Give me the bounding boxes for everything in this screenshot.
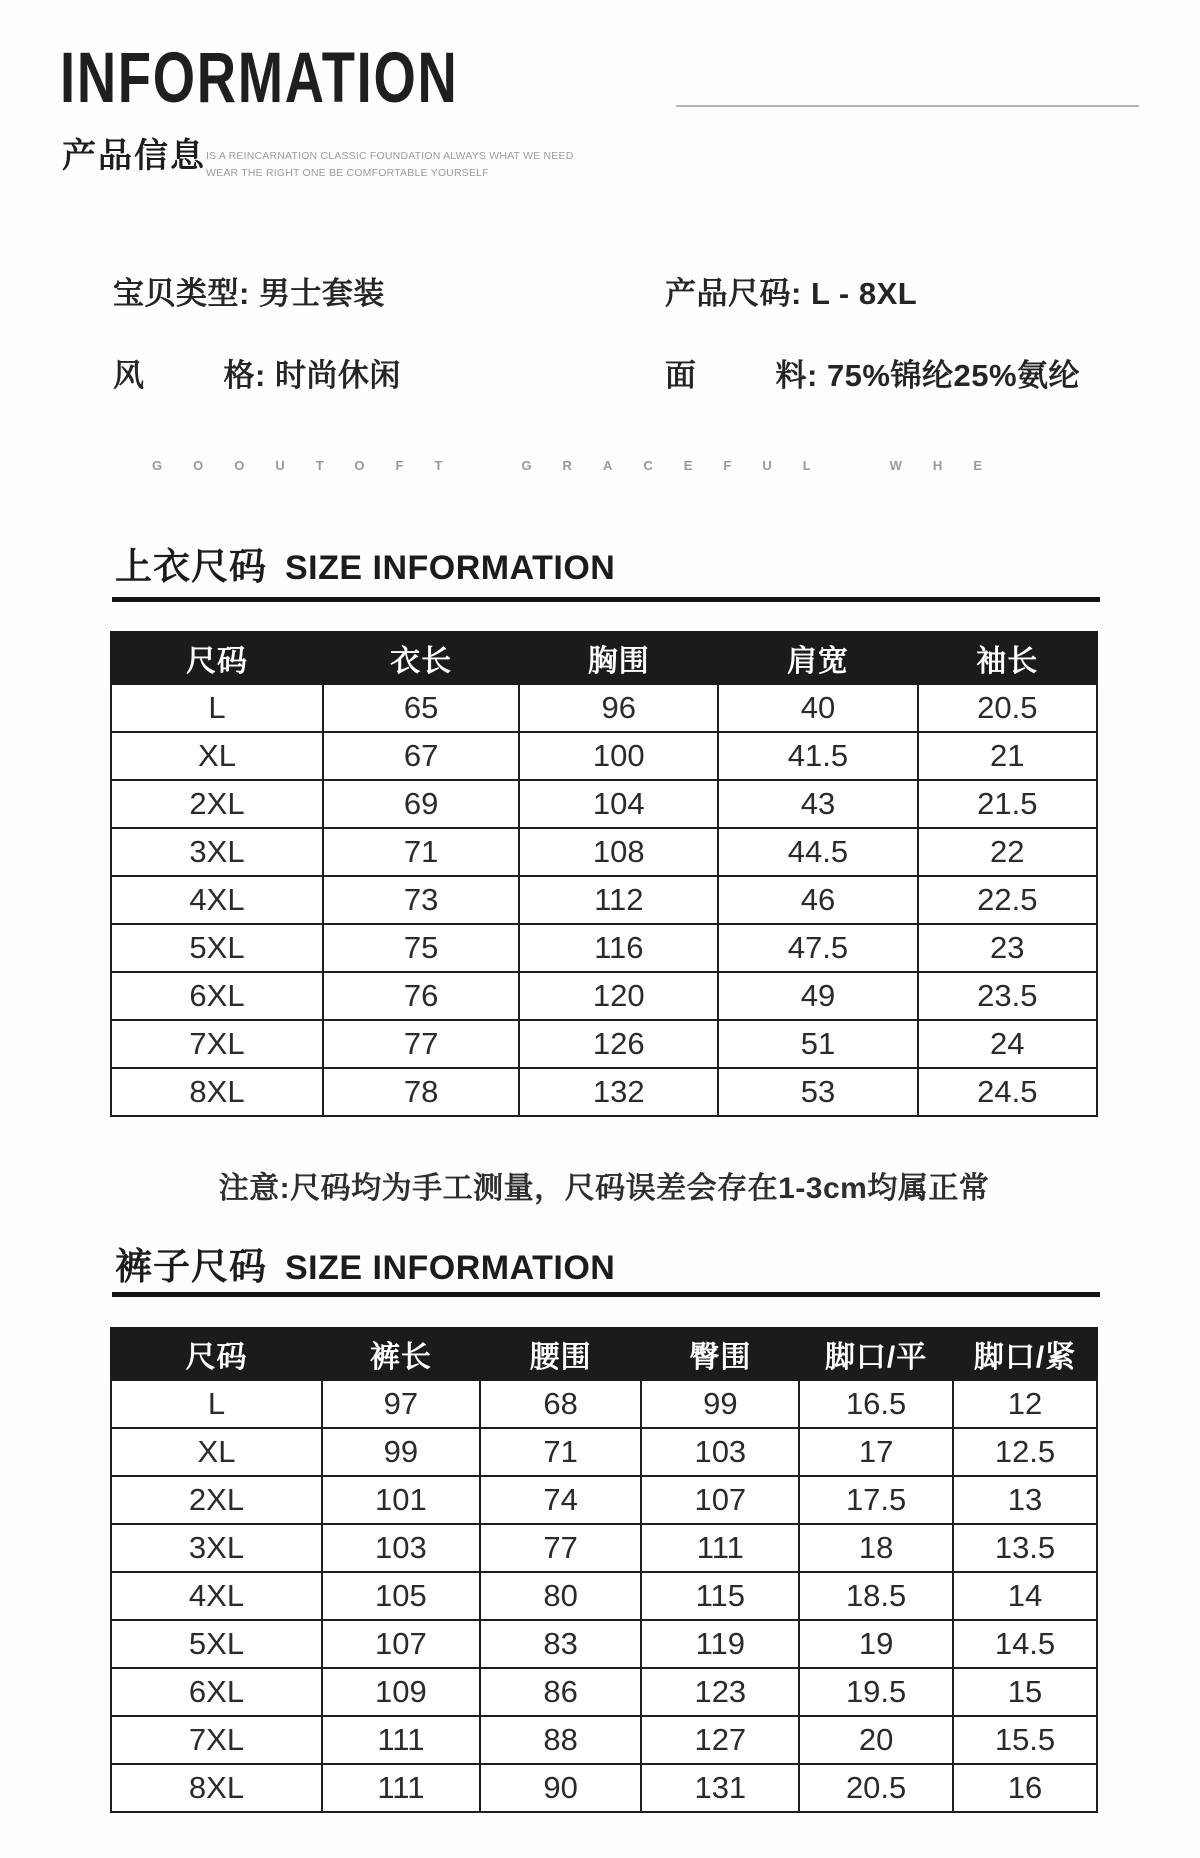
measurement-cell: 131 — [641, 1764, 799, 1812]
attribute-product-type — [113, 268, 385, 313]
measurement-cell: 22.5 — [918, 876, 1097, 924]
measurement-cell: 20.5 — [799, 1764, 953, 1812]
tops-size-table — [110, 631, 1098, 1117]
table-row — [111, 1620, 1097, 1668]
measurement-cell: 22 — [918, 828, 1097, 876]
measurement-cell: 77 — [323, 1020, 519, 1068]
measurement-cell: 67 — [323, 732, 519, 780]
measurement-cell: 77 — [480, 1524, 642, 1572]
measurement-cell: 47.5 — [718, 924, 917, 972]
measurement-cell: 14.5 — [953, 1620, 1097, 1668]
size-cell: 8XL — [111, 1068, 323, 1116]
measurement-cell: 88 — [480, 1716, 642, 1764]
column-header: 脚口/紧 — [953, 1328, 1097, 1380]
table-row — [111, 924, 1097, 972]
measurement-cell: 83 — [480, 1620, 642, 1668]
measurement-cell: 17.5 — [799, 1476, 953, 1524]
measurement-cell: 100 — [519, 732, 718, 780]
measurement-cell: 78 — [323, 1068, 519, 1116]
measurement-cell: 41.5 — [718, 732, 917, 780]
measurement-cell: 86 — [480, 1668, 642, 1716]
attribute-separator: : — [807, 358, 827, 393]
measurement-cell: 15.5 — [953, 1716, 1097, 1764]
size-cell: L — [111, 684, 323, 732]
measurement-cell: 69 — [323, 780, 519, 828]
measurement-cell: 13.5 — [953, 1524, 1097, 1572]
size-cell: XL — [111, 1428, 322, 1476]
attribute-value: L - 8XL — [810, 276, 918, 311]
measurement-cell: 12.5 — [953, 1428, 1097, 1476]
size-cell: 8XL — [111, 1764, 322, 1812]
attribute-separator: : — [255, 358, 275, 393]
measurement-cell: 75 — [323, 924, 519, 972]
measurement-cell: 71 — [323, 828, 519, 876]
measurement-cell: 13 — [953, 1476, 1097, 1524]
measurement-cell: 103 — [641, 1428, 799, 1476]
column-header: 尺码 — [111, 632, 323, 684]
header-divider-line — [676, 105, 1139, 107]
table-row — [111, 684, 1097, 732]
measurement-cell: 44.5 — [718, 828, 917, 876]
table-row — [111, 732, 1097, 780]
measurement-cell: 14 — [953, 1572, 1097, 1620]
measurement-cell: 115 — [641, 1572, 799, 1620]
table-row — [111, 1524, 1097, 1572]
section-title-en: SIZE INFORMATION — [285, 1249, 616, 1287]
column-header: 肩宽 — [718, 632, 917, 684]
table-row — [111, 1764, 1097, 1812]
measurement-cell: 97 — [322, 1380, 480, 1428]
measurement-cell: 103 — [322, 1524, 480, 1572]
measurement-cell: 111 — [641, 1524, 799, 1572]
measurement-cell: 99 — [641, 1380, 799, 1428]
measurement-cell: 116 — [519, 924, 718, 972]
table-row — [111, 1380, 1097, 1428]
measurement-cell: 76 — [323, 972, 519, 1020]
measurement-cell: 17 — [799, 1428, 953, 1476]
tagline-line1: IS A REINCARNATION CLASSIC FOUNDATION ALWAYS WHAT WE NEED — [206, 150, 574, 162]
measurement-cell: 40 — [718, 684, 917, 732]
column-header: 袖长 — [918, 632, 1097, 684]
attribute-separator: : — [239, 276, 259, 311]
measurement-cell: 74 — [480, 1476, 642, 1524]
column-header: 衣长 — [323, 632, 519, 684]
measurement-cell: 19 — [799, 1620, 953, 1668]
measurement-cell: 73 — [323, 876, 519, 924]
measurement-cell: 20.5 — [918, 684, 1097, 732]
column-header: 脚口/平 — [799, 1328, 953, 1380]
measurement-cell: 23 — [918, 924, 1097, 972]
measurement-cell: 21 — [918, 732, 1097, 780]
table-row — [111, 1572, 1097, 1620]
size-cell: 4XL — [111, 876, 323, 924]
table-header-row — [111, 632, 1097, 684]
attribute-value: 男士套装 — [258, 276, 385, 311]
section-rule-tops — [112, 597, 1100, 602]
column-header: 腰围 — [480, 1328, 642, 1380]
measurement-cell: 65 — [323, 684, 519, 732]
section-title-tops — [115, 536, 615, 590]
attribute-style — [113, 350, 401, 395]
measurement-cell: 123 — [641, 1668, 799, 1716]
size-cell: 2XL — [111, 1476, 322, 1524]
measurement-cell: 101 — [322, 1476, 480, 1524]
measurement-cell: 16.5 — [799, 1380, 953, 1428]
measurement-cell: 71 — [480, 1428, 642, 1476]
watermark-letters — [152, 458, 1013, 473]
size-cell: 6XL — [111, 972, 323, 1020]
measurement-cell: 104 — [519, 780, 718, 828]
attribute-size-range — [665, 268, 917, 313]
measurement-cell: 20 — [799, 1716, 953, 1764]
table-row — [111, 780, 1097, 828]
table-header-row — [111, 1328, 1097, 1380]
measurement-cell: 111 — [322, 1764, 480, 1812]
size-cell: XL — [111, 732, 323, 780]
measurement-cell: 18 — [799, 1524, 953, 1572]
measurement-cell: 132 — [519, 1068, 718, 1116]
attribute-label: 宝贝类型 — [113, 276, 239, 311]
section-title-en: SIZE INFORMATION — [285, 549, 616, 587]
measurement-cell: 15 — [953, 1668, 1097, 1716]
measurement-cell: 68 — [480, 1380, 642, 1428]
size-cell: 5XL — [111, 924, 323, 972]
measurement-cell: 21.5 — [918, 780, 1097, 828]
measurement-cell: 99 — [322, 1428, 480, 1476]
table-row — [111, 1068, 1097, 1116]
measurement-cell: 19.5 — [799, 1668, 953, 1716]
table-row — [111, 1716, 1097, 1764]
measurement-cell: 107 — [641, 1476, 799, 1524]
watermark-word: WHE — [889, 458, 1013, 473]
size-cell: 7XL — [111, 1716, 322, 1764]
measurement-note: 注意:尺码均为手工测量，尺码误差会存在1-3cm均属正常 — [218, 1172, 990, 1205]
size-cell: 4XL — [111, 1572, 322, 1620]
column-header: 裤长 — [322, 1328, 480, 1380]
tagline-text — [206, 148, 573, 183]
column-header: 胸围 — [519, 632, 718, 684]
watermark-word: GRACEFUL — [521, 458, 842, 473]
measurement-cell: 24.5 — [918, 1068, 1097, 1116]
measurement-cell: 126 — [519, 1020, 718, 1068]
attribute-fabric — [665, 350, 1080, 395]
measurement-cell: 96 — [519, 684, 718, 732]
measurement-cell: 108 — [519, 828, 718, 876]
measurement-cell: 24 — [918, 1020, 1097, 1068]
attribute-label: 风 格 — [113, 358, 255, 393]
table-row — [111, 1020, 1097, 1068]
size-cell: 3XL — [111, 1524, 322, 1572]
table-row — [111, 972, 1097, 1020]
table-row — [111, 1668, 1097, 1716]
attribute-label: 产品尺码 — [665, 276, 791, 311]
section-rule-pants — [112, 1292, 1100, 1297]
measurement-cell: 120 — [519, 972, 718, 1020]
size-cell: 5XL — [111, 1620, 322, 1668]
measurement-cell: 119 — [641, 1620, 799, 1668]
size-cell: 7XL — [111, 1020, 323, 1068]
measurement-cell: 49 — [718, 972, 917, 1020]
section-title-cn: 裤子尺码 — [115, 1246, 267, 1287]
page-title: INFORMATION — [60, 37, 459, 118]
measurement-cell: 18.5 — [799, 1572, 953, 1620]
size-cell: 6XL — [111, 1668, 322, 1716]
measurement-cell: 112 — [519, 876, 718, 924]
size-cell: 2XL — [111, 780, 323, 828]
page-subtitle-cn: 产品信息 — [62, 137, 206, 175]
watermark-word: GOOUTOFT — [152, 458, 474, 473]
measurement-cell: 111 — [322, 1716, 480, 1764]
measurement-cell: 107 — [322, 1620, 480, 1668]
attribute-value: 75%锦纶25%氨纶 — [826, 358, 1081, 393]
section-title-cn: 上衣尺码 — [115, 546, 267, 587]
measurement-cell: 51 — [718, 1020, 917, 1068]
measurement-cell: 127 — [641, 1716, 799, 1764]
measurement-cell: 16 — [953, 1764, 1097, 1812]
pants-size-table — [110, 1327, 1098, 1813]
measurement-cell: 105 — [322, 1572, 480, 1620]
tagline-line2: WEAR THE RIGHT ONE BE COMFORTABLE YOURSELF — [206, 167, 489, 180]
table-row — [111, 876, 1097, 924]
table-row — [111, 828, 1097, 876]
measurement-cell: 53 — [718, 1068, 917, 1116]
size-cell: 3XL — [111, 828, 323, 876]
table-row — [111, 1476, 1097, 1524]
attribute-value: 时尚休闲 — [274, 358, 401, 393]
size-cell: L — [111, 1380, 322, 1428]
attribute-label: 面 料 — [665, 358, 807, 393]
measurement-cell: 12 — [953, 1380, 1097, 1428]
column-header: 臀围 — [641, 1328, 799, 1380]
attribute-separator: : — [791, 276, 811, 311]
column-header: 尺码 — [111, 1328, 322, 1380]
measurement-cell: 109 — [322, 1668, 480, 1716]
table-row — [111, 1428, 1097, 1476]
measurement-cell: 43 — [718, 780, 917, 828]
measurement-cell: 90 — [480, 1764, 642, 1812]
measurement-cell: 23.5 — [918, 972, 1097, 1020]
measurement-cell: 46 — [718, 876, 917, 924]
section-title-pants — [115, 1236, 615, 1290]
measurement-cell: 80 — [480, 1572, 642, 1620]
